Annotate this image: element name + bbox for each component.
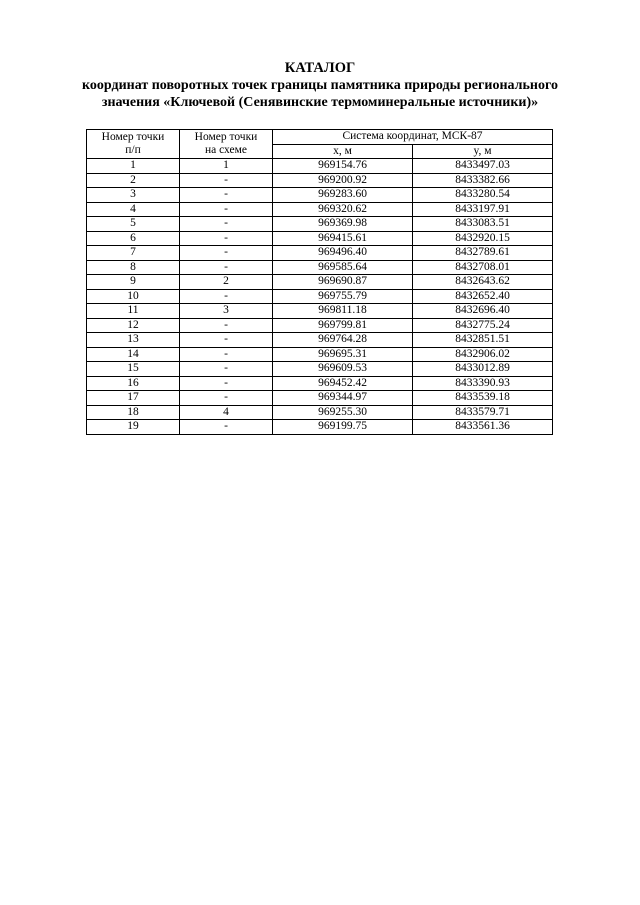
- table-row: [87, 304, 553, 319]
- cell-x: 969799.81: [273, 318, 413, 333]
- cell-scheme-number: 4: [180, 405, 273, 420]
- cell-scheme-number: -: [180, 188, 273, 203]
- cell-scheme-number: -: [180, 217, 273, 232]
- cell-y: 8433012.89: [413, 362, 553, 377]
- cell-x: 969283.60: [273, 188, 413, 203]
- cell-y: 8432851.51: [413, 333, 553, 348]
- cell-x: 969452.42: [273, 376, 413, 391]
- cell-scheme-number: -: [180, 246, 273, 261]
- cell-scheme-number: -: [180, 362, 273, 377]
- cell-point-number: 14: [87, 347, 180, 362]
- cell-x: 969764.28: [273, 333, 413, 348]
- cell-point-number: 18: [87, 405, 180, 420]
- cell-point-number: 12: [87, 318, 180, 333]
- table-row: [87, 260, 553, 275]
- cell-scheme-number: -: [180, 391, 273, 406]
- table-row: [87, 246, 553, 261]
- cell-scheme-number: -: [180, 376, 273, 391]
- cell-x: 969496.40: [273, 246, 413, 261]
- cell-x: 969369.98: [273, 217, 413, 232]
- cell-point-number: 7: [87, 246, 180, 261]
- cell-x: 969585.64: [273, 260, 413, 275]
- cell-y: 8432775.24: [413, 318, 553, 333]
- table-row: [87, 173, 553, 188]
- table-row: [87, 275, 553, 290]
- cell-y: 8432906.02: [413, 347, 553, 362]
- table-row: [87, 391, 553, 406]
- cell-y: 8433083.51: [413, 217, 553, 232]
- cell-point-number: 11: [87, 304, 180, 319]
- cell-scheme-number: -: [180, 202, 273, 217]
- cell-y: 8432708.01: [413, 260, 553, 275]
- cell-point-number: 2: [87, 173, 180, 188]
- cell-x: 969255.30: [273, 405, 413, 420]
- cell-y: 8433497.03: [413, 159, 553, 174]
- cell-x: 969690.87: [273, 275, 413, 290]
- table-row: [87, 405, 553, 420]
- table-row: [87, 202, 553, 217]
- cell-point-number: 19: [87, 420, 180, 435]
- cell-y: 8432652.40: [413, 289, 553, 304]
- table-row: [87, 231, 553, 246]
- header-scheme-number-line1: Номер точки: [194, 131, 258, 143]
- header-coordinate-system: Система координат, МСК-87: [273, 130, 553, 145]
- cell-point-number: 4: [87, 202, 180, 217]
- cell-y: 8432920.15: [413, 231, 553, 246]
- table-row: [87, 347, 553, 362]
- cell-scheme-number: 2: [180, 275, 273, 290]
- cell-y: 8433579.71: [413, 405, 553, 420]
- cell-x: 969320.62: [273, 202, 413, 217]
- header-y: y, м: [413, 144, 553, 159]
- cell-point-number: 17: [87, 391, 180, 406]
- cell-scheme-number: -: [180, 420, 273, 435]
- cell-scheme-number: -: [180, 173, 273, 188]
- table-body: [87, 159, 553, 435]
- cell-y: 8433280.54: [413, 188, 553, 203]
- cell-point-number: 5: [87, 217, 180, 232]
- cell-x: 969695.31: [273, 347, 413, 362]
- cell-scheme-number: -: [180, 231, 273, 246]
- cell-x: 969154.76: [273, 159, 413, 174]
- header-point-number-line1: Номер точки: [101, 131, 165, 143]
- coordinates-table: [86, 129, 553, 435]
- cell-y: 8433539.18: [413, 391, 553, 406]
- cell-point-number: 13: [87, 333, 180, 348]
- header-x: x, м: [273, 144, 413, 159]
- cell-point-number: 9: [87, 275, 180, 290]
- cell-y: 8432789.61: [413, 246, 553, 261]
- cell-scheme-number: -: [180, 333, 273, 348]
- table-header: [87, 130, 553, 159]
- document-title: [0, 60, 640, 111]
- table-row: [87, 362, 553, 377]
- cell-x: 969344.97: [273, 391, 413, 406]
- header-point-number-line2: п/п: [125, 144, 141, 156]
- header-scheme-number: [180, 130, 273, 159]
- table-row: [87, 217, 553, 232]
- cell-x: 969755.79: [273, 289, 413, 304]
- cell-point-number: 3: [87, 188, 180, 203]
- cell-x: 969811.18: [273, 304, 413, 319]
- cell-point-number: 6: [87, 231, 180, 246]
- title-subtitle-line1: координат поворотных точек границы памятника природы регионального: [82, 78, 558, 93]
- cell-y: 8433561.36: [413, 420, 553, 435]
- table-row: [87, 289, 553, 304]
- table-row: [87, 188, 553, 203]
- cell-point-number: 10: [87, 289, 180, 304]
- title-subtitle-line2: значения «Ключевой (Сенявинские термоминеральные источники)»: [101, 95, 539, 110]
- table-row: [87, 333, 553, 348]
- cell-scheme-number: 1: [180, 159, 273, 174]
- cell-y: 8432643.62: [413, 275, 553, 290]
- header-scheme-number-line2: на схеме: [204, 144, 248, 156]
- cell-y: 8433197.91: [413, 202, 553, 217]
- cell-point-number: 1: [87, 159, 180, 174]
- cell-x: 969199.75: [273, 420, 413, 435]
- cell-x: 969200.92: [273, 173, 413, 188]
- table-row: [87, 159, 553, 174]
- cell-point-number: 16: [87, 376, 180, 391]
- header-point-number: [87, 130, 180, 159]
- cell-scheme-number: -: [180, 289, 273, 304]
- cell-scheme-number: -: [180, 260, 273, 275]
- cell-point-number: 15: [87, 362, 180, 377]
- cell-x: 969415.61: [273, 231, 413, 246]
- cell-point-number: 8: [87, 260, 180, 275]
- cell-scheme-number: -: [180, 347, 273, 362]
- table-row: [87, 318, 553, 333]
- title-catalog: КАТАЛОГ: [284, 60, 356, 76]
- table-row: [87, 376, 553, 391]
- cell-y: 8433382.66: [413, 173, 553, 188]
- cell-x: 969609.53: [273, 362, 413, 377]
- cell-scheme-number: -: [180, 318, 273, 333]
- table-row: [87, 420, 553, 435]
- cell-scheme-number: 3: [180, 304, 273, 319]
- cell-y: 8433390.93: [413, 376, 553, 391]
- cell-y: 8432696.40: [413, 304, 553, 319]
